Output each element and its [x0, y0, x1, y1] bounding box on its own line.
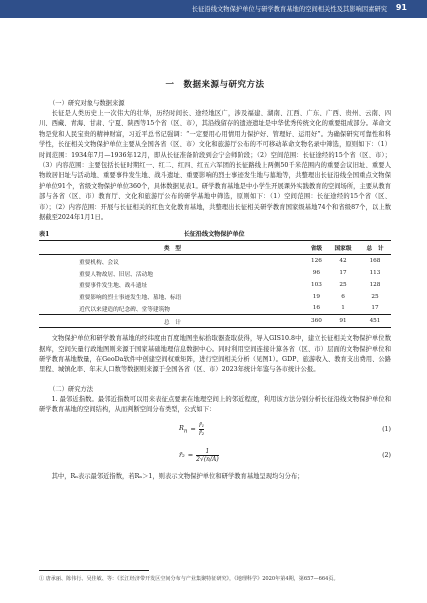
- equation-number: (2): [382, 451, 391, 459]
- fraction: [196, 448, 219, 463]
- table-cell: 近代以来建造的纪念碑、堂等建筑物: [79, 306, 170, 313]
- table-cell: 168: [369, 258, 381, 265]
- subsection-title-2: （二）研究方法: [49, 385, 94, 393]
- numerator: 1: [205, 447, 210, 455]
- table-cell: 重要事件发生地、战斗遗址: [79, 283, 148, 290]
- formula-subscript: n: [183, 428, 188, 435]
- formula-lhs: R: [179, 423, 184, 432]
- table-cell: 17: [339, 270, 347, 277]
- table-header-cell: 总 计: [359, 241, 391, 255]
- table-row: [39, 291, 391, 303]
- table-row: [39, 255, 391, 267]
- formula-1: [39, 420, 391, 442]
- table-cell: 42: [339, 258, 347, 265]
- table-header-cell: 省级: [306, 241, 327, 255]
- subsection-title-1: （一）研究对象与数据来源: [49, 100, 125, 107]
- paragraph: 其中，Rₙ表示最邻近指数，若Rₙ＞1，则表示文物保护单位和研学教育基地呈现均匀分布；: [51, 472, 304, 480]
- running-header-title: 长征沿线文物保护单位与研学教育基地的空间相关性及其影响因素研究: [191, 6, 387, 13]
- denominator: r̄₂: [198, 429, 205, 437]
- table-header-cell: 国家级: [327, 241, 359, 255]
- table-row: [39, 267, 391, 279]
- formula-2: [39, 446, 391, 468]
- table-caption: [39, 229, 391, 238]
- page-content: [39, 22, 391, 482]
- paragraph: 文物保护单位和研学教育基地的经纬度由百度地图坐标拾取器查取获得，导入GIS10.8中，建立长征相关文物保护单位数据库，空间矢量行政地图则来源于国家基础地理信息数据中心。同时利用空间连接计算各省（区、市）层面的文物保护单位和研学教育基地数量，在GeoDa软件中创建空间权重矩阵，进行空间相关分析（见图1）。GDP、旅游收入、教育支出费用、公路里程、城镇化率、年末人口数等数据则来源于全国各省（区、市）2023年统计年鉴与各市统计公报。: [39, 335, 391, 374]
- heritage-table: [39, 240, 391, 328]
- table-cell: 19: [312, 293, 321, 300]
- footnote: ① 唐承丽、陈伟行、吴佳敏、等：《长江经济带开发区空间分布与产业集聚特征研究》，《地理科学》2020年第4期，第657—664页。: [39, 576, 339, 582]
- table-total-row: [39, 315, 391, 328]
- table-cell: 128: [369, 281, 381, 288]
- fraction: [199, 422, 204, 437]
- formula-expression: $R_n$ = $\frac{\text{r̄₁}}{\text{r̄₂}}$: [179, 421, 205, 437]
- page-number: 91: [395, 3, 407, 12]
- table-cell: 91: [327, 315, 359, 328]
- table-header-row: [39, 241, 391, 255]
- table-cell: 重要影响的烈士事迹发生地、墓地、标语: [79, 295, 182, 302]
- table-cell: 6: [341, 293, 345, 300]
- table-cell: 重要人物故居、旧居、活动地: [79, 271, 153, 278]
- equation-number: (1): [382, 425, 391, 433]
- formula-expression: r̄₂ = $\frac{1}{2√(n/A)}$: [179, 447, 219, 463]
- table-cell: 17: [371, 305, 379, 312]
- table-cell: 25: [339, 281, 347, 288]
- table-row: [39, 303, 391, 315]
- header-bar: [0, 0, 427, 18]
- table-label: 表1: [39, 231, 50, 239]
- table-cell: 重要机构、会议: [79, 259, 119, 266]
- table-title: 长征沿线文物保护单位: [183, 231, 245, 239]
- formula-lhs: r̄₂: [179, 451, 185, 460]
- table-cell: 1: [341, 305, 345, 312]
- table-cell: 360: [306, 315, 327, 328]
- paragraph: 长征是人类历史上一次伟大的壮举，历经时间长、途经地区广，涉及福建、湖南、江西、广东、广西、贵州、云南、四川、西藏、青海、甘肃、宁夏、陕西等15个省（区、市），其沿线留存的遗迹遗址是中华优秀传统文化的重要组成部分。革命文物是党和人民宝贵的精神财富，习近平总书记强调：“一定要用心用情用力保护好、管理好、运用好”。为确保研究可靠性和科学性，长征相关文物保护单位主要从全国各省（区、市）文化和旅游厅公布的不可移动革命文物名录中筛选，原则如下：（1）时间范围：1934年7月—1936年12月，即从长征准备阶段到会宁会师阶段；（2）空间范围：长征途经的15个省（区、市）；（3）内容范围：主要包括长征时期红一、红二、红四、红五六军团的长征路线上两侧50千米范围内的重要会议旧址、重要人物故居旧址与活动地、重要事件发生地、战斗遗址、重要影响的烈士事迹发生地与墓地等，共整理出长征沿线全国重点文物保护单位91个，省级文物保护单位360个，具体数据见表1。研学教育基地是中小学生开展课外实践教育的空间场所，主要从教育部与各省（区、市）教育厅、文化和旅游厅公布的研学基地中筛选，原则如下：（1）空间范围：长征途经的15个省（区、市）；（2）内容范围：开展与长征相关的红色文化教育基地，共整理出长征相关研学教育国家级基地74个和省级87个，以上数据截至2024年1月1日。: [39, 110, 391, 222]
- section-title: 一 数据来源与研究方法: [165, 80, 265, 90]
- numerator: r̄₁: [198, 421, 205, 429]
- table-cell: 16: [312, 305, 321, 312]
- table-cell: 103: [310, 281, 322, 288]
- table-cell: 总 计: [39, 315, 306, 328]
- table-cell: 113: [369, 270, 381, 277]
- table-cell: 451: [359, 315, 391, 328]
- denominator: 2√(n/A): [196, 455, 219, 463]
- table-row: [39, 279, 391, 291]
- footnote-divider: [39, 570, 149, 571]
- table-cell: 126: [310, 258, 322, 265]
- table-cell: 96: [312, 270, 321, 277]
- paragraph: 1. 最邻近指数。最邻近指数可以用来表征点要素在地理空间上的邻近程度，利用该方法分别分析长征沿线文物保护单位和研学教育基地的空间结构，从而判断空间分布类型，公式如下：: [39, 395, 391, 414]
- table-header-cell: 类 型: [39, 241, 306, 255]
- table-cell: 25: [371, 293, 379, 300]
